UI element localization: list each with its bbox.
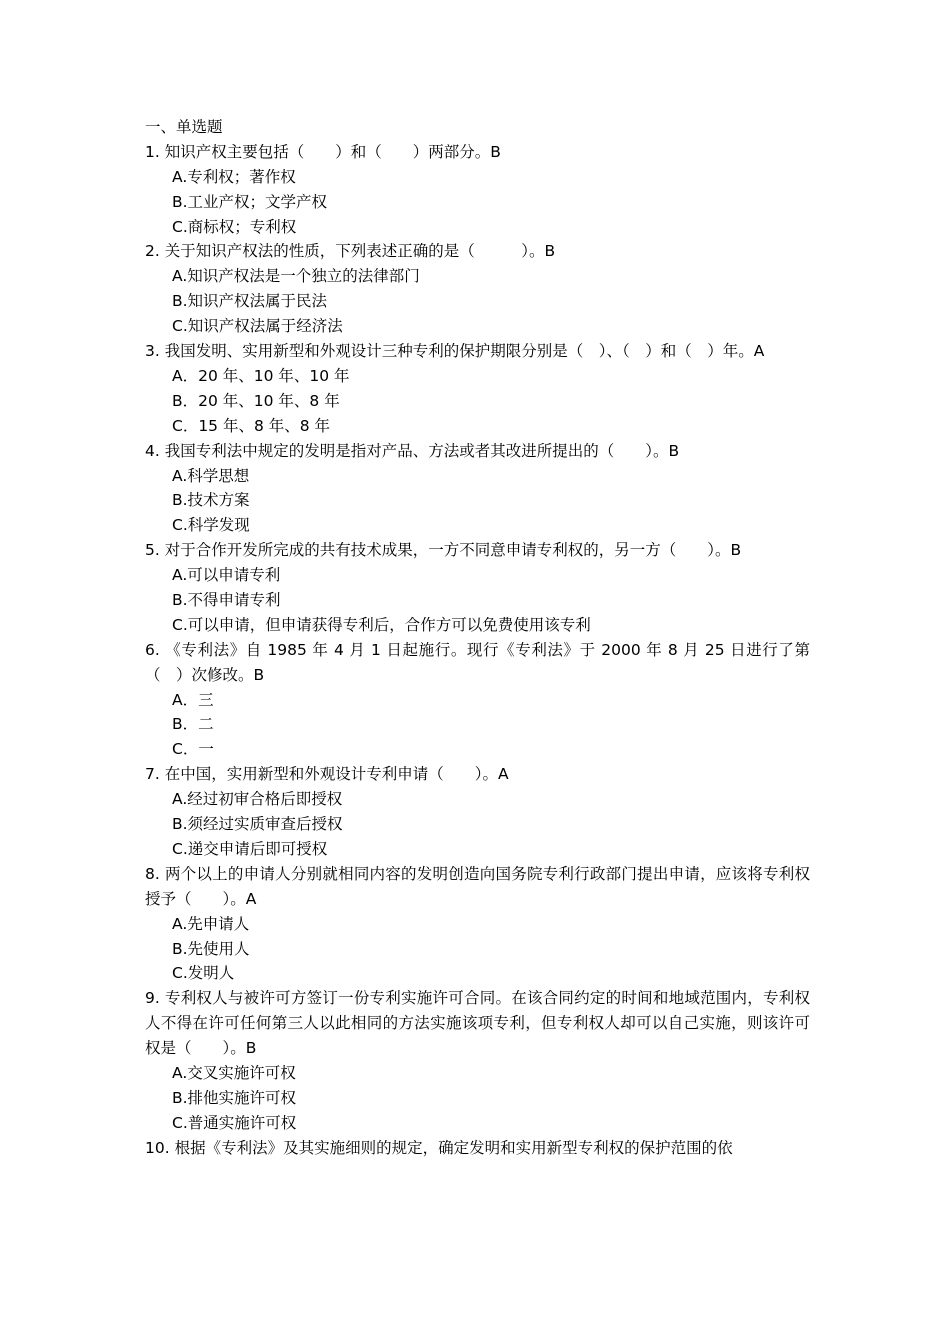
question-1-option-c: C.商标权；专利权 bbox=[172, 217, 297, 236]
question-9-text: 9. 专利权人与被许可方签订一份专利实施许可合同。在该合同约定的时间和地域范围内，专利权人不得在许可任何第三人以此相同的方法实施该项专利，但专利权人却可以自己实施，则该许可权是（ ）。B bbox=[145, 989, 810, 1058]
question-9-option-c: C.普通实施许可权 bbox=[172, 1113, 297, 1132]
question-8-option-c: C.发明人 bbox=[172, 964, 235, 983]
question-10-text: 10. 根据《专利法》及其实施细则的规定，确定发明和实用新型专利权的保护范围的依 bbox=[145, 1138, 733, 1157]
question-2-option-b: B.知识产权法属于民法 bbox=[172, 292, 328, 311]
question-9-option-a: A.交叉实施许可权 bbox=[172, 1064, 296, 1082]
question-4-option-c: C.科学发现 bbox=[172, 516, 250, 535]
question-2 bbox=[145, 239, 810, 339]
document-page bbox=[145, 115, 810, 1161]
question-9-option-b: B.排他实施许可权 bbox=[172, 1088, 297, 1107]
question-7-option-c: C.递交申请后即可授权 bbox=[172, 839, 328, 858]
question-10 bbox=[145, 1136, 810, 1161]
question-7-option-b: B.须经过实质审查后授权 bbox=[172, 815, 343, 834]
question-9 bbox=[145, 986, 810, 1135]
question-3-option-c: C．15 年、8 年、8 年 bbox=[172, 416, 331, 435]
question-4-text: 4. 我国专利法中规定的发明是指对产品、方法或者其改进所提出的（ ）。B bbox=[145, 441, 680, 460]
question-2-option-c: C.知识产权法属于经济法 bbox=[172, 317, 343, 336]
question-2-text: 2. 关于知识产权法的性质，下列表述正确的是（ ）。B bbox=[145, 242, 556, 261]
question-8-option-b: B.先使用人 bbox=[172, 939, 250, 958]
question-6-text: 6. 《专利法》自 1985 年 4 月 1 日起施行。现行《专利法》于 2000 年 8 月 25 日进行了第（ ）次修改。B bbox=[145, 640, 810, 684]
question-1-option-b: B.工业产权；文学产权 bbox=[172, 192, 328, 211]
question-3-option-a: A．20 年、10 年、10 年 bbox=[172, 366, 350, 385]
question-7-option-a: A.经过初审合格后即授权 bbox=[172, 790, 343, 809]
question-6-option-c: C．一 bbox=[172, 740, 214, 759]
question-4-option-b: B.技术方案 bbox=[172, 491, 250, 510]
question-7 bbox=[145, 762, 810, 862]
question-6 bbox=[145, 638, 810, 762]
question-1 bbox=[145, 140, 810, 240]
question-8 bbox=[145, 862, 810, 986]
question-1-text: 1. 知识产权主要包括（ ）和（ ）两部分。B bbox=[145, 142, 501, 161]
question-6-option-b: B．二 bbox=[172, 715, 214, 734]
question-2-option-a: A.知识产权法是一个独立的法律部门 bbox=[172, 267, 420, 286]
question-5-text: 5. 对于合作开发所完成的共有技术成果，一方不同意申请专利权的，另一方（ ）。B bbox=[145, 541, 742, 560]
question-3 bbox=[145, 339, 810, 439]
question-6-option-a: A．三 bbox=[172, 690, 214, 709]
question-8-option-a: A.先申请人 bbox=[172, 914, 250, 933]
question-3-option-b: B．20 年、10 年、8 年 bbox=[172, 391, 340, 410]
question-3-text: 3. 我国发明、实用新型和外观设计三种专利的保护期限分别是（ ）、（ ）和（ ）年。A bbox=[145, 342, 765, 361]
question-4 bbox=[145, 439, 810, 539]
question-4-option-a: A.科学思想 bbox=[172, 466, 250, 485]
question-5 bbox=[145, 538, 810, 638]
question-5-option-b: B.不得申请专利 bbox=[172, 590, 281, 609]
section-title: 一、单选题 bbox=[145, 118, 223, 136]
question-8-text: 8. 两个以上的申请人分别就相同内容的发明创造向国务院专利行政部门提出申请，应该将专利权授予（ ）。A bbox=[145, 864, 810, 908]
question-1-option-a: A.专利权；著作权 bbox=[172, 167, 296, 186]
question-7-text: 7. 在中国，实用新型和外观设计专利申请（ ）。A bbox=[145, 765, 509, 784]
question-5-option-a: A.可以申请专利 bbox=[172, 566, 281, 585]
question-5-option-c: C.可以申请，但申请获得专利后，合作方可以免费使用该专利 bbox=[172, 615, 591, 634]
